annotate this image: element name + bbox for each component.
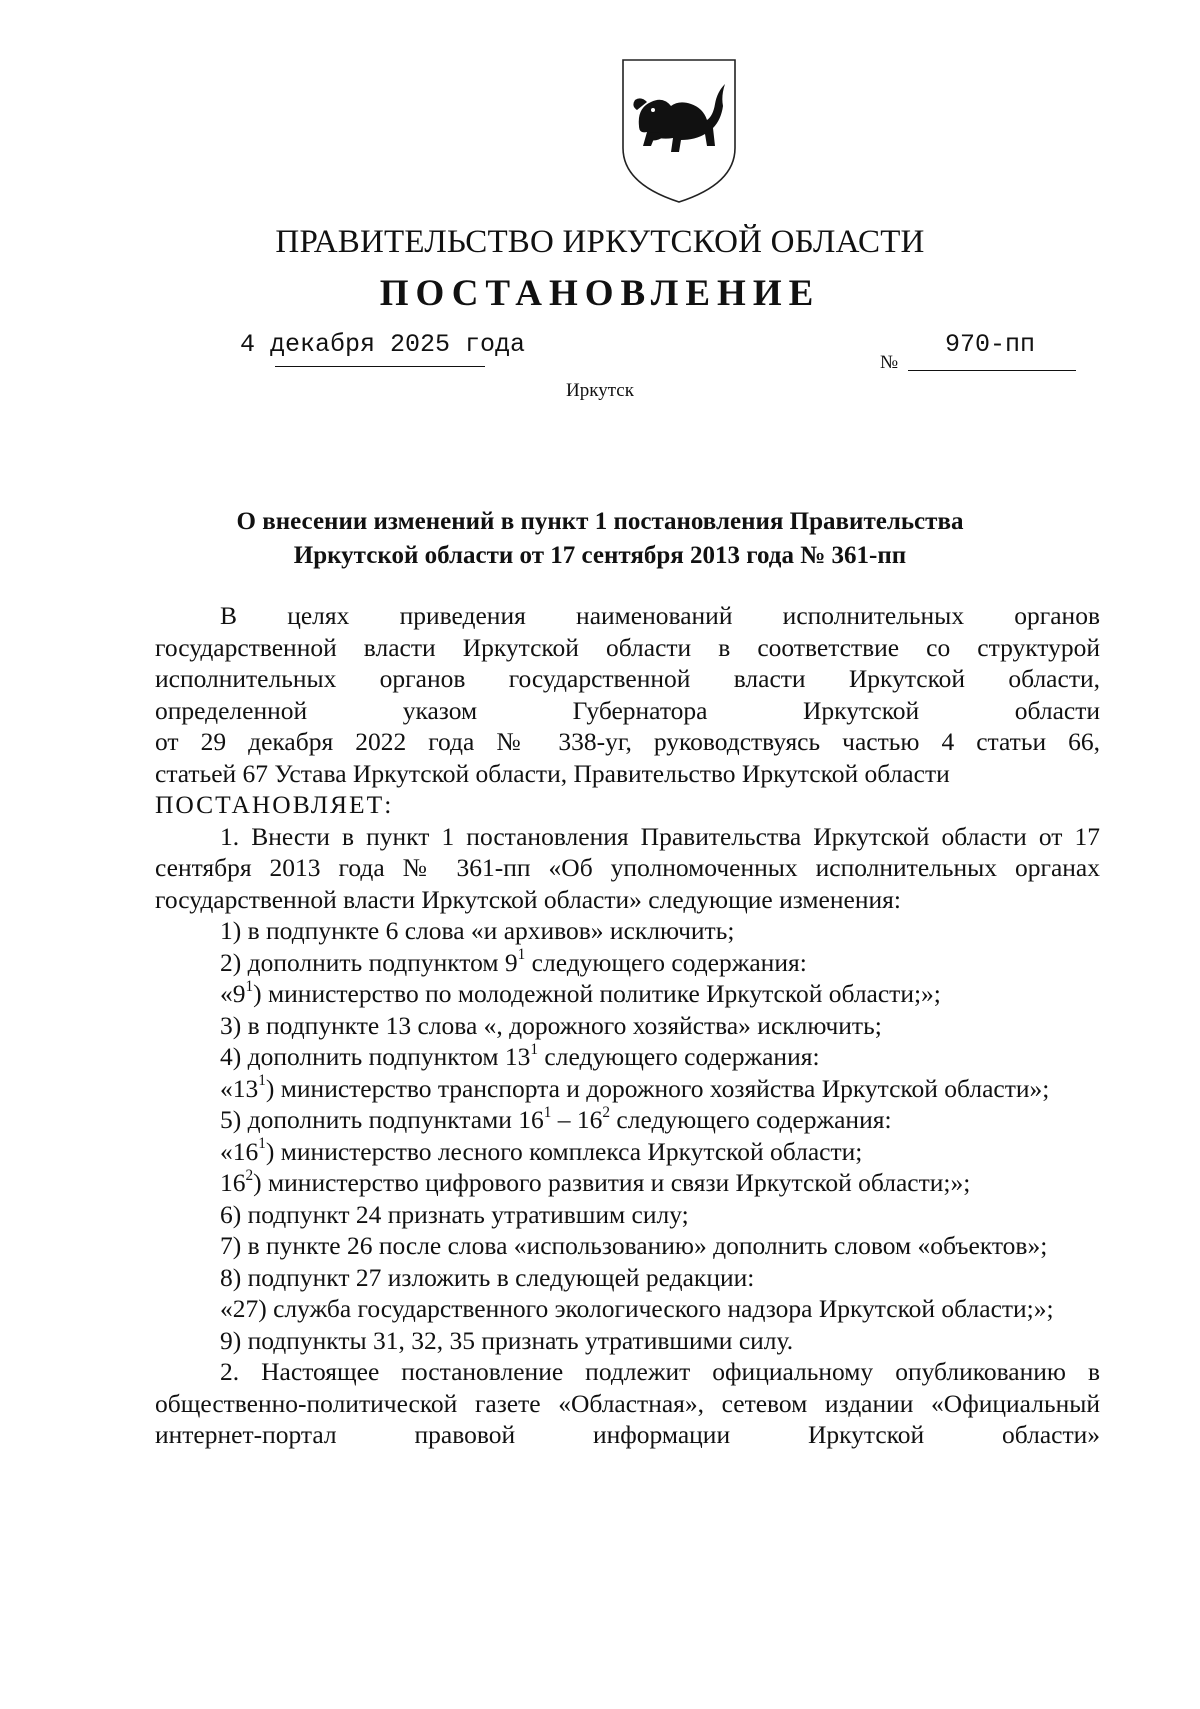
intro-line-3: исполнительных органов государственной власти Иркутской области, xyxy=(155,664,1100,693)
subitem-2-quote: «$9^1$) министерство по молодежной политике Иркутской области;»; xyxy=(220,977,941,1008)
subitem-4-quote: «$13^1$) министерство транспорта и дорожного хозяйства Иркутской области»; xyxy=(220,1072,1050,1103)
intro-line-4: определенной указом Губернатора Иркутской области xyxy=(155,695,1100,725)
subitem-5: 5) дополнить подпунктами $16^1 - 16^2$ следующего содержания: xyxy=(220,1103,892,1134)
document-body xyxy=(155,600,1100,1451)
intro-line-5: от 29 декабря 2022 года № 338-уг, руководствуясь частью 4 статьи 66, xyxy=(155,727,1100,756)
paragraph-1: 1. Внести в пункт 1 постановления Правительства Иркутской области от 17 сентября 2013 года № 361-пп «Об уполномоченных исполнительных органах государственной власти Иркутской области» следующие изменения: xyxy=(155,821,1100,914)
title-line-2: Иркутской области от 17 сентября 2013 года № 361-пп xyxy=(293,542,907,569)
subitem-5-quote-1: «$16^1$) министерство лесного комплекса Иркутской области; xyxy=(220,1135,863,1166)
title-line-1: О внесении изменений в пункт 1 постановления Правительства xyxy=(236,508,964,535)
subitem-8: 8) подпункт 27 изложить в следующей редакции: xyxy=(220,1262,755,1292)
subitem-3: 3) в подпункте 13 слова «, дорожного хозяйства» исключить; xyxy=(220,1010,882,1040)
subitem-2: 2) дополнить подпунктом $9^1$ следующего содержания: xyxy=(220,946,807,977)
document-title xyxy=(150,505,1050,573)
intro-line-6: статьей 67 Устава Иркутской области, Правительство Иркутской области xyxy=(155,758,950,788)
intro-line-1: В целях приведения наименований исполнительных органов xyxy=(220,601,1100,630)
subitem-7: 7) в пункте 26 после слова «использованию» дополнить словом «объектов»; xyxy=(220,1231,1048,1260)
subitem-6: 6) подпункт 24 признать утратившим силу; xyxy=(220,1199,689,1229)
subitem-9: 9) подпункты 31, 32, 35 признать утратившими силу. xyxy=(220,1325,794,1355)
subitem-5-quote-2: $16^2$) министерство цифрового развития и связи Иркутской области;»; xyxy=(220,1166,971,1197)
subitem-1: 1) в подпункте 6 слова «и архивов» исключить; xyxy=(220,916,735,945)
date-underline xyxy=(275,366,485,367)
city: Иркутск xyxy=(566,380,634,401)
number-sign: № xyxy=(880,352,899,373)
document-date: 4 декабря 2025 года xyxy=(240,330,526,359)
subitem-8-quote: «27) служба государственного экологического надзора Иркутской области;»; xyxy=(220,1294,1054,1323)
intro-line-2: государственной власти Иркутской области в соответствие со структурой xyxy=(155,632,1100,662)
number-underline xyxy=(908,370,1076,371)
document-number: 970-пп xyxy=(945,330,1036,359)
paragraph-2: 2. Настоящее постановление подлежит официальному опубликованию в общественно-политической газете «Областная», сетевом издании «Официальный интернет-портал правовой информации Иркутской области» xyxy=(155,1357,1100,1449)
subitem-4: 4) дополнить подпунктом $13^1$ следующего содержания: xyxy=(220,1040,820,1071)
irkutsk-coat-of-arms-icon xyxy=(617,56,741,206)
decree-word: ПОСТАНОВЛЯЕТ: xyxy=(155,790,394,819)
government-name: ПРАВИТЕЛЬСТВО ИРКУТСКОЙ ОБЛАСТИ xyxy=(275,224,925,260)
document-type: ПОСТАНОВЛЕНИЕ xyxy=(379,273,821,314)
